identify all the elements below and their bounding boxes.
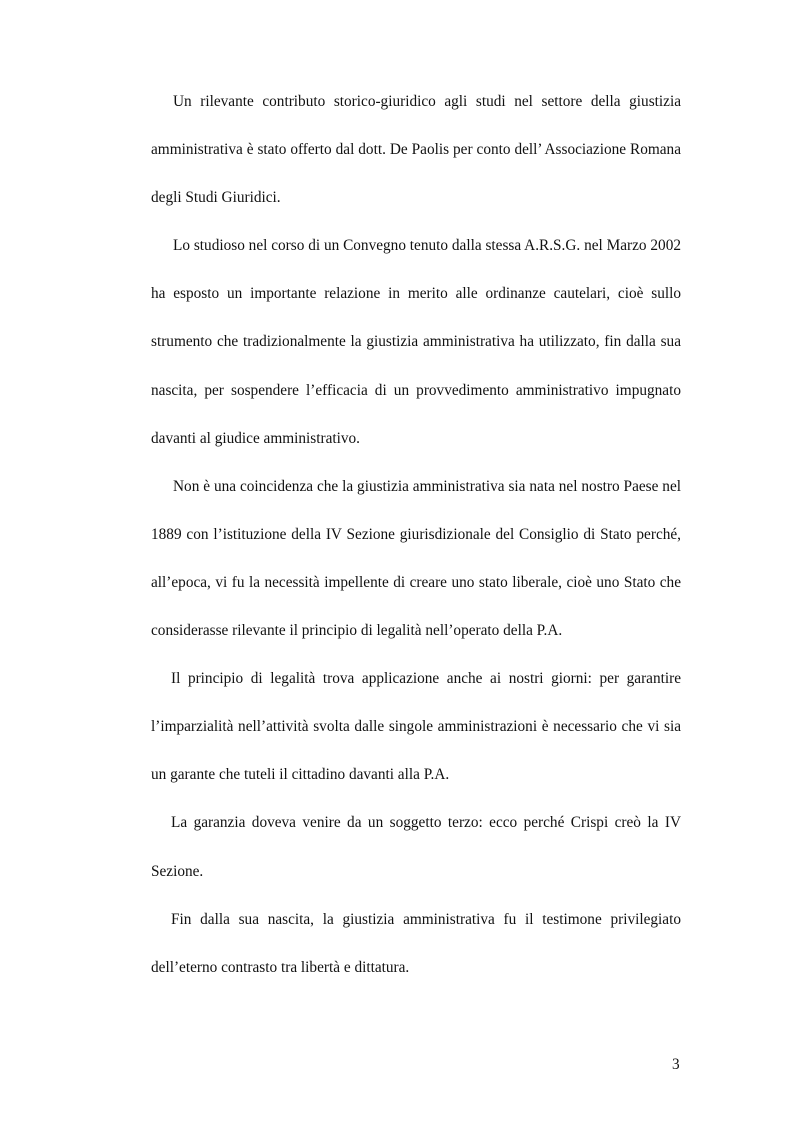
paragraph: Lo studioso nel corso di un Convegno tenuto dalla stessa A.R.S.G. nel Marzo 2002 ha esposto un importante relazione in merito alle ordinanze cautelari, cioè sullo strumento che tradizionalmente la giustizia amministrativa ha utilizzato, fin dalla sua nascita, per sospendere l’efficacia di un provvedimento amministrativo impugnato davanti al giudice amministrativo.	[151, 237, 681, 447]
paragraph: Un rilevante contributo storico-giuridico agli studi nel settore della giustizia amministrativa è stato offerto dal dott. De Paolis per conto dell’ Associazione Romana degli Studi Giuridici.	[151, 93, 681, 207]
page-body	[151, 78, 681, 992]
paragraph: Il principio di legalità trova applicazione anche ai nostri giorni: per garantire l’imparzialità nell’attività svolta dalle singole amministrazioni è necessario che vi sia un garante che tuteli il cittadino davanti alla P.A.	[151, 670, 681, 784]
paragraph: La garanzia doveva venire da un soggetto terzo: ecco perché Crispi creò la IV Sezione.	[151, 814, 681, 880]
paragraph: Fin dalla sua nascita, la giustizia amministrativa fu il testimone privilegiato dell’eterno contrasto tra libertà e dittatura.	[151, 910, 681, 976]
page-number: 3	[672, 1056, 680, 1073]
paragraph: Non è una coincidenza che la giustizia amministrativa sia nata nel nostro Paese nel 1889 con l’istituzione della IV Sezione giurisdizionale del Consiglio di Stato perché, all’epoca, vi fu la necessità impellente di creare uno stato liberale, cioè uno Stato che considerasse rilevante il principio di legalità nell’operato della P.A.	[151, 477, 681, 640]
